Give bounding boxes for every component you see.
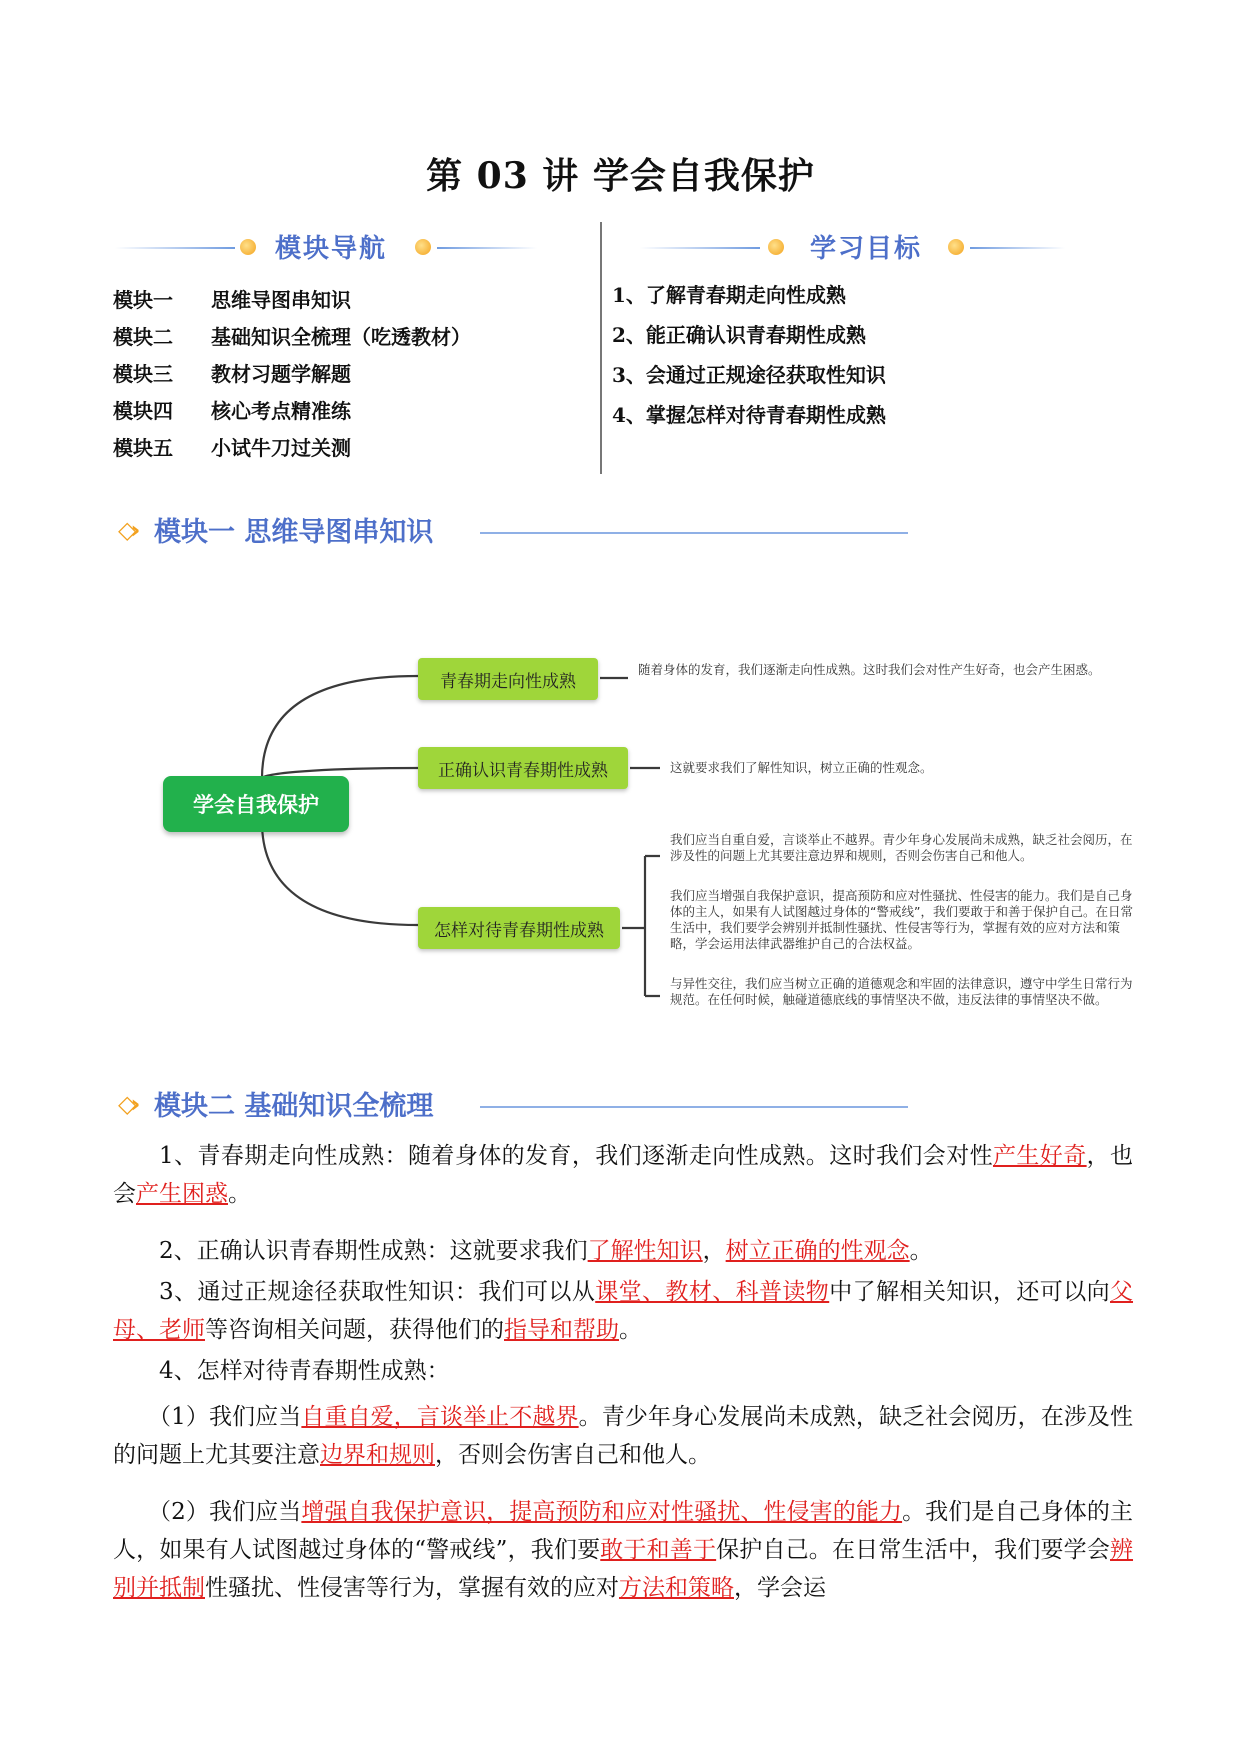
key-phrase: 树立正确的性观念 [725,1238,910,1264]
mindmap-branch-node: 青春期走向性成熟 [418,658,598,700]
body-text: 1、青春期走向性成熟：随着身体的发育，我们逐渐走向性成熟。这时我们会对性 [159,1143,993,1169]
branch-curve [262,822,418,925]
mindmap-leaf-text: 这就要求我们了解性知识，树立正确的性观念。 [670,760,933,775]
paragraph-1 [113,1137,1133,1213]
mindmap-leaf-text: 随着身体的发育，我们逐渐走向性成熟。这时我们会对性产生好奇，也会产生困惑。 [638,662,1101,677]
body-text: ， [702,1238,726,1264]
module-number: 模块二 [113,325,173,349]
key-phrase: 指导和帮助 [504,1317,619,1343]
body-text: （2）我们应当 [148,1499,302,1525]
mindmap-leaf-text: 与异性交往，我们应当树立正确的道德观念和牢固的法律意识，遵守中学生日常行为规范。在任何时候，触碰道德底线的事情坚决不做，违反法律的事情坚决不做。 [670,976,1133,1007]
body-text: 。青少年身心发展尚未成熟，缺乏社会阅历，在涉及性的问题上尤其要注意 [113,1404,1134,1468]
body-text: ，学会运 [734,1575,826,1601]
key-phrase: 增强自我保护意识，提高预防和应对性骚扰、性侵害的能力 [301,1499,903,1525]
page-title: 第 03 讲 学会自我保护 [426,155,815,197]
paragraph-3 [113,1273,1133,1349]
paragraph-4 [113,1352,1133,1390]
section-header-2 [118,1082,908,1126]
body-text: 。我们是自己身体的主人，如果有人试图越过身体的“警戒线”，我们要 [113,1499,1134,1563]
body-text: （1）我们应当 [148,1404,302,1430]
module-name: 教材习题学解题 [211,362,351,386]
module-name: 小试牛刀过关测 [211,436,351,460]
module-number: 模块四 [113,399,173,423]
body-text: 等咨询相关问题，获得他们的 [205,1317,504,1343]
goal-item: 4、掌握怎样对待青春期性成熟 [612,403,886,427]
key-phrase: 辨别并抵制 [113,1537,1134,1601]
double-chevron-icon: ◇› [118,516,135,544]
body-text: 保护自己。在日常生活中，我们要学会 [716,1537,1111,1563]
goal-item: 1、了解青春期走向性成熟 [612,283,846,307]
module-number: 模块一 [113,288,173,312]
body-text: ，否则会伤害自己和他人。 [435,1442,711,1468]
paragraph-5 [113,1398,1133,1474]
body-text: 4、怎样对待青春期性成熟： [159,1358,450,1384]
key-phrase: 边界和规则 [320,1442,435,1468]
branch-curve [262,676,418,778]
body-text: 。 [909,1238,933,1264]
key-phrase: 产生困惑 [136,1181,228,1207]
mindmap-leaf-text: 我们应当自重自爱，言谈举止不越界。青少年身心发展尚未成熟，缺乏社会阅历，在涉及性的问题上尤其要注意边界和规则，否则会伤害自己和他人。 [670,832,1133,863]
body-text: ，也会 [113,1143,1134,1207]
mindmap-branch-node: 怎样对待青春期性成熟 [418,907,620,949]
module-name: 基础知识全梳理（吃透教材） [211,325,471,349]
module-number: 模块五 [113,436,173,460]
mindmap-leaf-text: 我们应当增强自我保护意识，提高预防和应对性骚扰、性侵害的能力。我们是自己身体的主人，如果有人试图越过身体的“警戒线”，我们要敢于和善于保护自己。在日常生活中，我们要学会辨别并抵制性骚扰、性侵害等行为，掌握有效的应对方法和策略，学会运用法律武器维护自己的合法权益。 [670,888,1133,951]
section-rule [480,1106,908,1108]
body-text: 性骚扰、性侵害等行为，掌握有效的应对 [205,1575,619,1601]
body-text: 。 [228,1181,251,1207]
key-phrase: 课堂、教材、科普读物 [595,1279,830,1305]
body-text: 2、正确认识青春期性成熟：这就要求我们 [159,1238,588,1264]
body-text: 3、通过正规途径获取性知识：我们可以从 [159,1279,596,1305]
goal-item: 3、会通过正规途径获取性知识 [612,363,886,387]
section-title: 模块二 基础知识全梳理 [154,1091,434,1122]
module-nav-title: 模块导航 [275,234,388,264]
module-name: 思维导图串知识 [211,288,351,312]
goals-title: 学习目标 [810,234,923,264]
mindmap-center-node: 学会自我保护 [163,776,349,832]
body-text: 中了解相关知识，还可以向 [829,1279,1111,1305]
double-chevron-icon: ◇› [118,1090,135,1118]
key-phrase: 父母、老师 [113,1279,1134,1343]
key-phrase: 敢于和善于 [600,1537,717,1563]
key-phrase: 方法和策略 [619,1575,734,1601]
key-phrase: 了解性知识 [587,1238,703,1264]
key-phrase: 产生好奇 [993,1143,1087,1169]
paragraph-6 [113,1493,1133,1607]
module-number: 模块三 [113,362,173,386]
module-name: 核心考点精准练 [211,399,351,423]
goal-item: 2、能正确认识青春期性成熟 [612,323,866,347]
section-title: 模块一 思维导图串知识 [154,517,434,548]
leaf-bracket [622,856,660,996]
body-text: 。 [619,1317,642,1343]
paragraph-2 [113,1232,1133,1270]
mindmap-branch-node: 正确认识青春期性成熟 [418,747,628,789]
key-phrase: 自重自爱，言谈举止不越界 [301,1404,579,1430]
